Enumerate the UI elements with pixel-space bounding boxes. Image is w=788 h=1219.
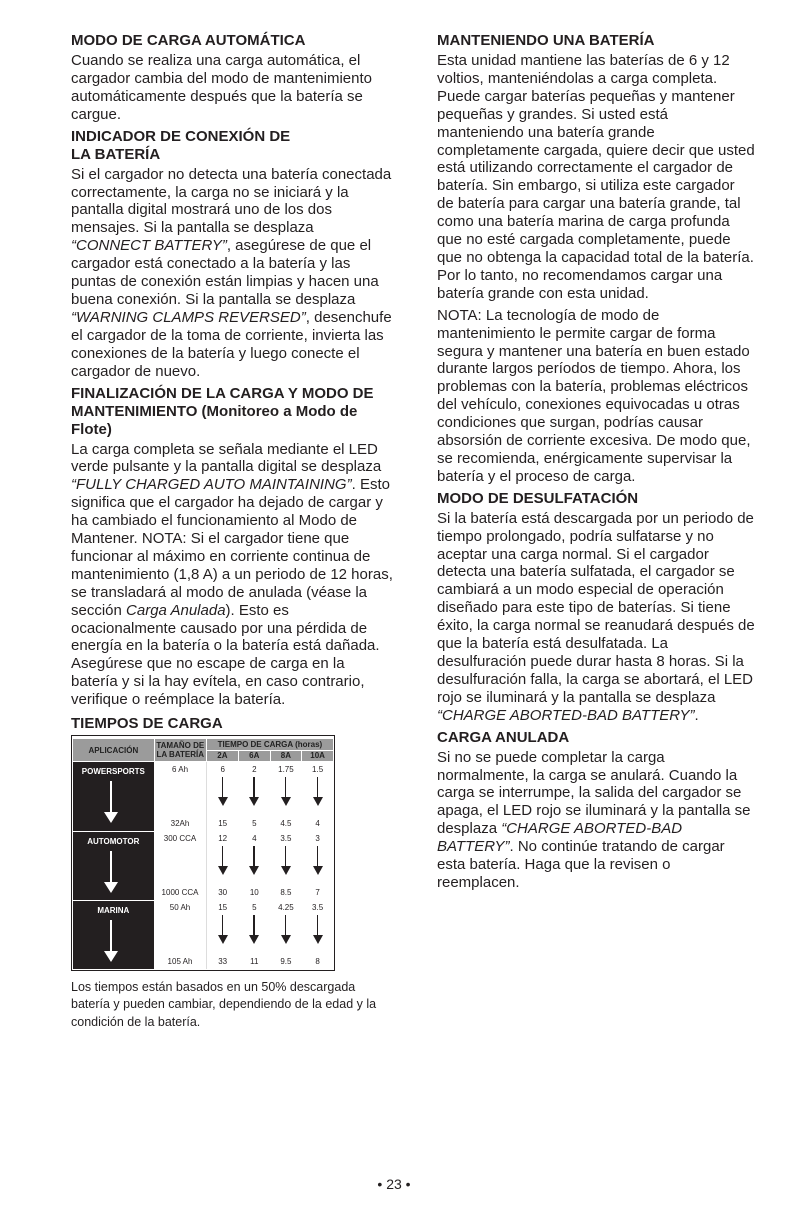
application-cell	[73, 762, 155, 832]
time-min: 3.5	[312, 903, 324, 913]
section-charge-completion	[71, 385, 393, 710]
time-cell	[270, 900, 302, 969]
section-title: FINALIZACIÓN DE LA CARGA Y MODO DE MANTENIMIENTO (Monitoreo a Modo de Flote)	[71, 384, 374, 438]
size-cell	[154, 762, 206, 832]
down-arrow-icon	[253, 777, 255, 803]
section-charge-times	[71, 715, 393, 1031]
application-label: AUTOMOTOR	[87, 836, 140, 846]
table-row	[73, 762, 334, 832]
time-min: 3	[315, 834, 320, 844]
size-min: 6 Ah	[172, 765, 189, 775]
section-title: CARGA ANULADA	[437, 728, 570, 746]
down-arrow-icon	[110, 781, 112, 821]
time-cell	[302, 762, 334, 832]
text-run: Si no se puede completar la carga normalmente, la carga se anulará. Cuando la carga se interrumpe, la salida del cargador se apaga, el LED rojo se iluminará y la pantalla se desplaza	[437, 748, 751, 838]
time-max: 4.5	[280, 819, 292, 829]
display-message: “CHARGE ABORTED-BAD BATTERY”	[437, 706, 695, 724]
table-row	[73, 831, 334, 900]
time-min: 4	[252, 834, 257, 844]
application-label: POWERSPORTS	[81, 767, 145, 777]
time-max: 11	[250, 957, 259, 967]
text-run: . No continúe tratando de cargar esta batería. Haga que la revisen o reemplacen.	[437, 838, 725, 891]
down-arrow-icon	[317, 777, 319, 803]
header-2a: 2A	[206, 750, 238, 762]
text-run: Si el cargador no detecta una batería conectada correctamente, la carga no se iniciará y la pantalla digital mostrará uno de los dos mensajes. Si la pantalla se desplaza	[71, 165, 392, 237]
text-run: Si la batería está descargada por un periodo de tiempo prolongado, podría sulfatarse y no aceptar una carga normal. Si el cargador detecta una batería sulfatada, el cargador se cambiará a un modo especial de operación diseñado para este tipo de baterías. Si tiene éxito, la carga normal se reanudará después de que la batería está desulfatada. La desulfuración puede durar hasta 8 horas. Si la desulfuración falla, la carga se abortará, el LED rojo se iluminará y la pantalla se desplaza	[437, 509, 755, 706]
text-run: , asegúrese de que el cargador está conectado a la batería y las puntas de conexión están limpias y hacen una buena conexión. Si la pantalla se desplaza	[71, 237, 379, 308]
text-run: ). Esto es ocacionalmente causado por una pérdida de energía en la batería o la batería está dañada. Asegúrese que no escape de carga en la batería y si la hay evítela, en caso contrario, verifique o reémplace la batería.	[71, 601, 380, 709]
section-text: Cuando se realiza una carga automática, el cargador cambia del modo de mantenimiento automáticamente después que la batería se cargue.	[71, 52, 373, 123]
time-min: 5	[252, 903, 257, 913]
section-reference: Carga Anulada	[126, 601, 226, 619]
header-charge-time: TIEMPO DE CARGA (horas)	[206, 739, 333, 751]
left-column	[71, 32, 393, 1035]
header-6a: 6A	[238, 750, 270, 762]
time-cell	[238, 831, 270, 900]
section-note: NOTA: La tecnología de modo de mantenimiento le permite cargar de forma segura y mantener una batería en buen estado durante largos períodos de tiempo. Ahora, los problemas con la batería, problemas eléctricos del vehículo, conexiones equivocadas u otras condiciones que surgan, podrías causar absorsión de corriente excesiva. De modo que, se recomienda, enérgicamente supervisar la batería y el proceso de carga.	[437, 306, 751, 485]
size-max: 105 Ah	[167, 957, 193, 967]
time-cell	[206, 831, 238, 900]
size-max: 1000 CCA	[161, 888, 199, 898]
charge-times-table-frame	[71, 735, 335, 971]
time-cell	[238, 900, 270, 969]
time-max: 8	[315, 957, 320, 967]
down-arrow-icon	[317, 915, 319, 941]
time-min: 15	[218, 903, 228, 913]
time-cell	[206, 900, 238, 969]
section-text	[71, 166, 393, 381]
table-row	[73, 900, 334, 969]
size-min: 300 CCA	[163, 834, 197, 844]
section-charge-aborted	[437, 729, 755, 892]
section-maintaining-battery	[437, 32, 755, 486]
time-cell	[270, 762, 302, 832]
display-message: “FULLY CHARGED AUTO MAINTAINING”	[71, 476, 352, 494]
down-arrow-icon	[285, 846, 287, 872]
text-run: . Esto significa que el cargador ha dejado de cargar y ha cambiado el funcionamiento al Modo de Mantener. NOTA: Si el cargador tiene que funcionar al máximo en corriente continua de mantenimiento (1,8 A) a un periodo de 12 horas, se transladará al modo de anulada (véase la sección	[71, 476, 393, 619]
down-arrow-icon	[285, 915, 287, 941]
down-arrow-icon	[222, 915, 224, 941]
down-arrow-icon	[285, 777, 287, 803]
header-10a: 10A	[302, 750, 334, 762]
right-column	[437, 32, 755, 896]
section-title: INDICADOR DE CONEXIÓN DE LA BATERÍA	[71, 127, 291, 163]
application-cell	[73, 831, 155, 900]
table-header-row	[73, 739, 334, 751]
section-title: MODO DE CARGA AUTOMÁTICA	[71, 32, 306, 49]
time-min: 12	[218, 834, 228, 844]
time-max: 15	[218, 819, 228, 829]
down-arrow-icon	[222, 777, 224, 803]
time-max: 5	[252, 819, 257, 829]
header-8a: 8A	[270, 750, 302, 762]
text-run: .	[694, 706, 699, 724]
display-message: “CONNECT BATTERY”	[71, 237, 227, 255]
time-max: 30	[218, 888, 228, 898]
section-desulfation-mode	[437, 490, 755, 725]
time-min: 6	[220, 765, 225, 775]
text-run: La carga completa se señala mediante el LED verde pulsante y la pantalla digital se desplaza	[71, 440, 382, 476]
time-max: 8.5	[280, 888, 292, 898]
time-min: 2	[252, 765, 257, 775]
time-max: 10	[249, 888, 259, 898]
section-connection-indicator	[71, 128, 393, 381]
table-footnote: Los tiempos están basados en un 50% descargada batería y pueden cambiar, dependiendo de la edad y la condición de la batería.	[71, 979, 377, 1029]
application-label: MARINA	[97, 905, 130, 915]
section-title: MODO DE DESULFATACIÓN	[437, 489, 639, 507]
charge-times-table	[72, 738, 334, 970]
down-arrow-icon	[110, 920, 112, 960]
time-cell	[270, 831, 302, 900]
down-arrow-icon	[222, 846, 224, 872]
time-cell	[302, 831, 334, 900]
section-title: MANTENIENDO UNA BATERÍA	[437, 32, 655, 49]
section-text: Esta unidad mantiene las baterías de 6 y 12 voltios, manteniéndolas a carga completa. Puede cargar baterías pequeñas y mantener pequeñas y grandes. Si usted está manteniendo una batería grande completamente cargada, quiere decir que usted está utilizando correctamente el cargador de batería. Sin embargo, si utiliza este cargador de batería para cargar una batería grande, tal como una batería marina de carga profunda que no esté cargada completamente, puede que no obtenga la capacidad total de la batería. Por lo tanto, no recomendamos cargar una batería grande con esta unidad.	[437, 52, 755, 302]
size-cell	[154, 831, 206, 900]
down-arrow-icon	[253, 915, 255, 941]
application-cell	[73, 900, 155, 969]
size-cell	[154, 900, 206, 969]
section-auto-charge-mode	[71, 32, 393, 124]
size-min: 50 Ah	[169, 903, 191, 913]
display-message: “CHARGE ABORTED-BAD BATTERY”	[437, 820, 683, 856]
time-max: 9.5	[280, 957, 292, 967]
time-min: 4.25	[278, 903, 294, 913]
time-max: 4	[315, 819, 320, 829]
size-max: 32Ah	[170, 819, 190, 829]
section-text	[437, 510, 755, 725]
time-min: 1.5	[312, 765, 324, 775]
text-run: , desenchufe el cargador de la toma de corriente, invierta las conexiones de la batería y luego conecte el cargador de nuevo.	[71, 308, 392, 380]
section-title: TIEMPOS DE CARGA	[71, 715, 223, 733]
display-message: “WARNING CLAMPS REVERSED”	[71, 308, 306, 326]
time-min: 1.75	[278, 765, 294, 775]
page-number: • 23 •	[377, 1176, 411, 1192]
time-cell	[238, 762, 270, 832]
header-application: APLICACIÓN	[73, 739, 155, 762]
time-max: 7	[315, 888, 320, 898]
down-arrow-icon	[110, 851, 112, 891]
header-battery-size: TAMAÑO DE LA BATERÍA	[154, 739, 206, 762]
section-text	[437, 749, 755, 892]
time-cell	[206, 762, 238, 832]
down-arrow-icon	[317, 846, 319, 872]
time-min: 3.5	[280, 834, 292, 844]
section-text	[71, 441, 393, 710]
down-arrow-icon	[253, 846, 255, 872]
time-cell	[302, 900, 334, 969]
time-max: 33	[218, 957, 228, 967]
